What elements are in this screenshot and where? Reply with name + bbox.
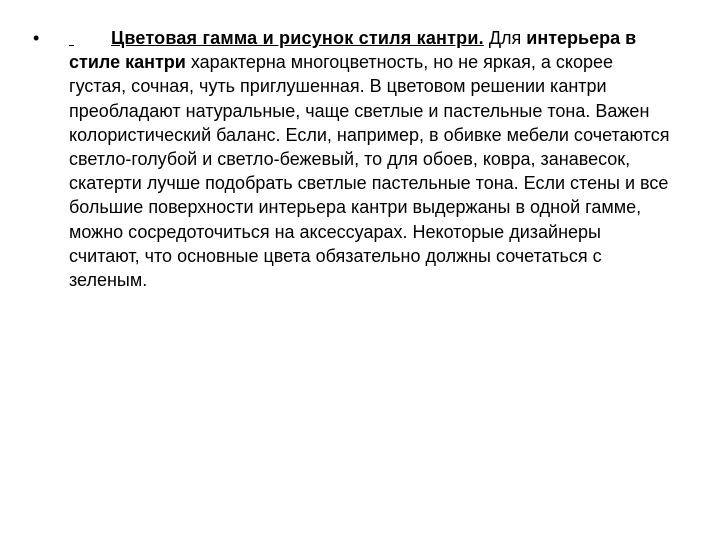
bullet-marker: • bbox=[33, 28, 40, 48]
paragraph-heading: Цветовая гамма и рисунок стиля кантри. bbox=[111, 28, 484, 48]
body-paragraph bbox=[69, 26, 674, 292]
bold-phrase: интерьера в стиле кантри bbox=[69, 28, 637, 73]
text-run: Для bbox=[483, 28, 527, 48]
text-run-main: характерна многоцветность, но не яркая, а скорее густая, сочная, чуть приглушенная. В цветовом решении кантри преобладают натуральные, чаще светлые и пастельные тона. Важен колористический баланс. Если, например, в обивке мебели сочетаются светло-голубой и светло-бежевый, то для обоев, ковра, занавесок, скатерти лучше подобрать светлые пастельные тона. Если стены и все большие поверхности интерьера кантри выдержаны в одной гамме, можно сосредоточиться на аксессуарах. Некоторые дизайнеры считают, что основные цвета обязательно должны сочетаться с зеленым. bbox=[69, 52, 670, 291]
underlined-indent bbox=[69, 26, 111, 50]
